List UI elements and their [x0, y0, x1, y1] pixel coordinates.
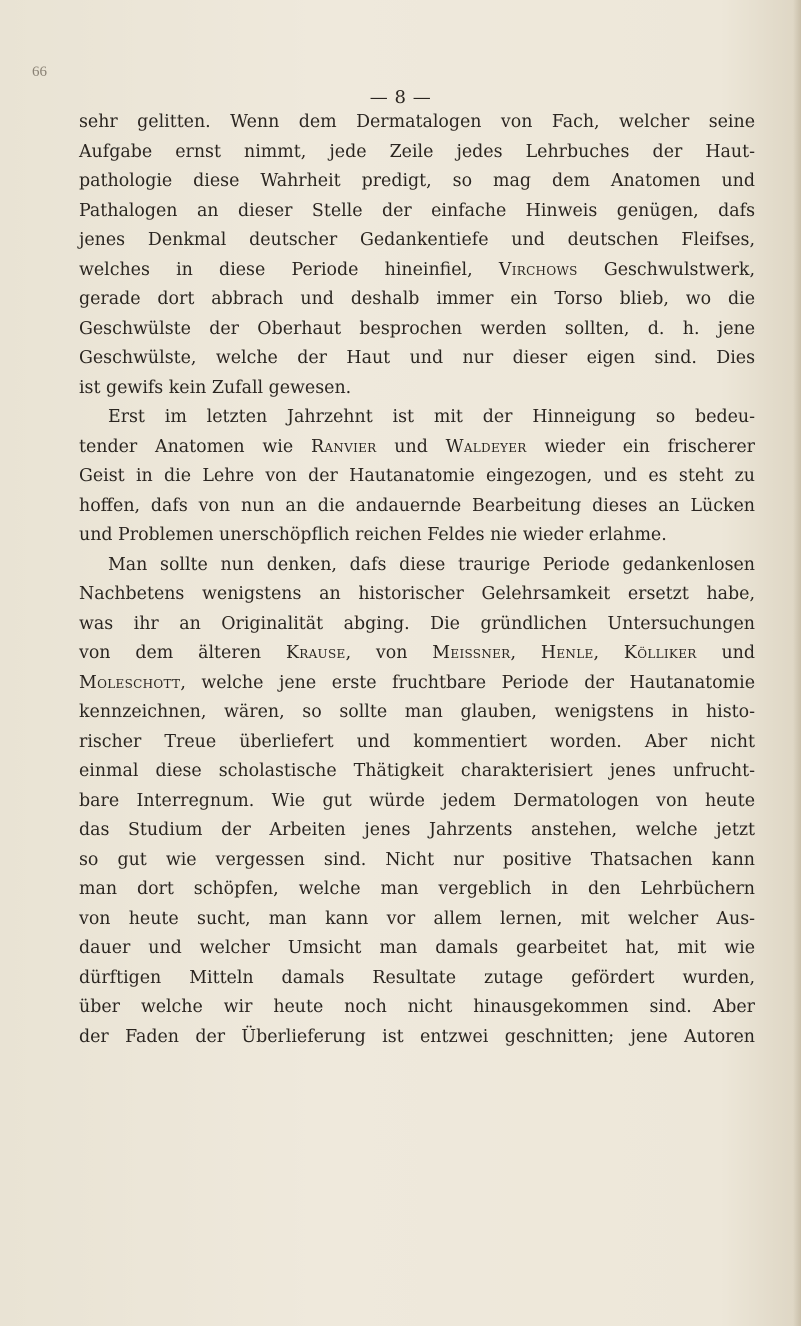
text-line: und Problemen unerschöpflich reichen Feldes nie wieder erlahme. — [79, 525, 667, 545]
text-line: Erst im letzten Jahrzehnt ist mit der Hinneigung so bedeu- — [108, 407, 755, 427]
text-line: Geist in die Lehre von der Hautanatomie eingezogen, und es steht zu — [79, 466, 755, 486]
text-line: jenes Denkmal deutscher Gedankentiefe und deutschen Fleifses, — [79, 230, 755, 250]
folio-number: 66 — [32, 64, 47, 80]
text-segment: Geschwulstwerk, — [577, 259, 755, 280]
text-segment: welches in diese Periode hineinfiel, — [79, 259, 499, 280]
author-name: Virchows — [498, 259, 578, 280]
text-line: ist gewifs kein Zufall gewesen. — [79, 377, 352, 398]
text-segment: , — [510, 643, 541, 663]
text-line — [79, 256, 755, 286]
author-name: Meissner — [432, 643, 511, 663]
author-name: Kölliker — [623, 643, 697, 663]
text-line: Geschwülste, welche der Haut und nur dieser eigen sind. Dies — [79, 348, 755, 368]
text-line — [79, 639, 755, 669]
text-line: sehr gelitten. Wenn dem Dermatalogen von Fach, welcher seine — [79, 112, 755, 132]
text-line: pathologie diese Wahrheit predigt, so mag dem Anatomen und — [79, 171, 755, 191]
author-name: Ranvier — [310, 436, 377, 457]
text-segment: , welche jene erste fruchtbare Periode der Hautanatomie — [180, 672, 755, 693]
text-line: Man sollte nun denken, dafs diese traurige Periode gedankenlosen — [108, 554, 755, 575]
text-segment: und — [696, 643, 755, 663]
text-segment: wieder ein frischerer — [526, 436, 755, 457]
text-line — [79, 669, 755, 699]
text-line: dürftigen Mitteln damals Resultate zutage gefördert wurden, — [79, 967, 755, 988]
text-line: das Studium der Arbeiten jenes Jahrzents anstehen, welche jetzt — [79, 820, 755, 840]
text-line: kennzeichnen, wären, so sollte man glauben, wenigstens in histo- — [79, 702, 755, 722]
text-line: dauer und welcher Umsicht man damals gearbeitet hat, mit wie — [79, 938, 755, 958]
author-name: Henle — [540, 643, 594, 663]
text-segment: , von — [345, 643, 433, 663]
author-name: Krause — [285, 643, 346, 663]
text-segment: und — [376, 436, 446, 457]
text-segment: tender Anatomen wie — [79, 436, 311, 457]
text-line: Nachbetens wenigstens an historischer Gelehrsamkeit ersetzt habe, — [79, 584, 755, 604]
text-line: gerade dort abbrach und deshalb immer ein Torso blieb, wo die — [79, 289, 755, 309]
text-line: bare Interregnum. Wie gut würde jedem Dermatologen von heute — [79, 790, 755, 811]
text-segment: von dem älteren — [79, 643, 286, 663]
text-line: Pathalogen an dieser Stelle der einfache Hinweis genügen, dafs — [79, 200, 755, 221]
text-line: über welche wir heute noch nicht hinausgekommen sind. Aber — [79, 997, 755, 1017]
author-name: Waldeyer — [445, 436, 527, 457]
text-line: so gut wie vergessen sind. Nicht nur positive Thatsachen kann — [79, 849, 755, 870]
text-line: der Faden der Überlieferung ist entzwei geschnitten; jene Autoren — [79, 1026, 755, 1047]
body-text — [79, 108, 755, 1052]
text-line: einmal diese scholastische Thätigkeit charakterisiert jenes unfrucht- — [79, 761, 755, 781]
author-name: Moleschott — [79, 672, 181, 693]
text-line: Geschwülste der Oberhaut besprochen werden sollten, d. h. jene — [79, 318, 755, 339]
text-line: man dort schöpfen, welche man vergeblich in den Lehrbüchern — [79, 879, 755, 899]
text-line — [79, 433, 755, 463]
text-line: rischer Treue überliefert und kommentiert worden. Aber nicht — [79, 731, 755, 752]
page-edge-shadow — [793, 0, 801, 1326]
text-line: Aufgabe ernst nimmt, jede Zeile jedes Lehrbuches der Haut- — [79, 141, 755, 162]
text-line: von heute sucht, man kann vor allem lernen, mit welcher Aus- — [79, 908, 755, 929]
page-number: — 8 — — [369, 87, 432, 108]
text-line: hoffen, dafs von nun an die andauernde Bearbeitung dieses an Lücken — [79, 495, 755, 516]
text-segment: , — [593, 643, 624, 663]
text-line: was ihr an Originalität abging. Die gründlichen Untersuchungen — [79, 613, 755, 634]
